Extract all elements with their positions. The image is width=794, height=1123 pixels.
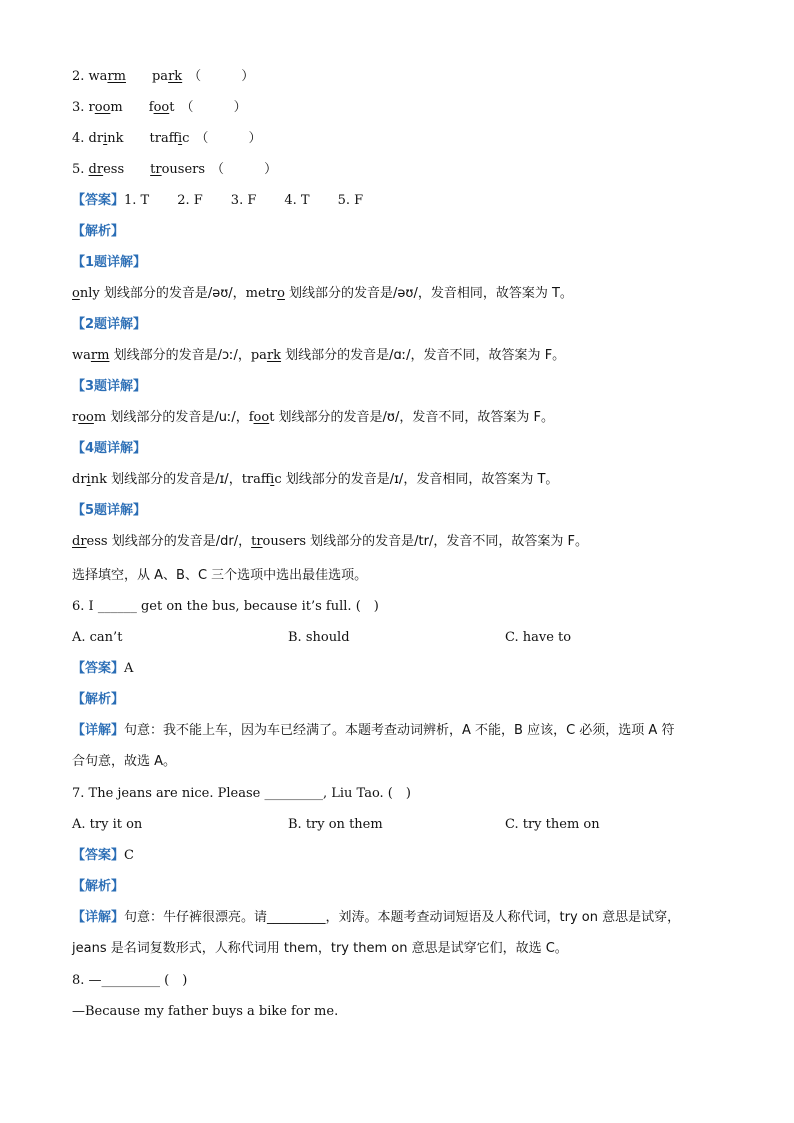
option-b: B. should [288, 630, 350, 645]
answer-item: 2. F [177, 193, 203, 208]
text-part: nly [79, 286, 100, 301]
word-part: pa [151, 69, 169, 84]
text-part: 划线部分的发音是/tr/，发音不同，故答案为 F。 [306, 534, 588, 549]
question-number: 5. [72, 162, 89, 177]
text-part: 划线部分的发音是/ɪ/， [106, 472, 242, 487]
word-part: ousers [161, 162, 206, 177]
option-c: C. have to [505, 630, 572, 645]
question-number: 4. [72, 131, 89, 146]
question-6-answer: 【答案】A [72, 661, 134, 676]
underlined-part: oo [253, 410, 270, 425]
word-part: m [110, 100, 123, 115]
question-number: 3. [72, 100, 89, 115]
option-a: A. try it on [72, 817, 143, 832]
word-part: c [182, 131, 190, 146]
answer-item: 4. T [284, 193, 310, 208]
word-part: ess [103, 162, 125, 177]
underlined-part: rk [266, 348, 282, 363]
detail-text [72, 409, 554, 427]
text-part: t [269, 410, 275, 425]
text-part: c [274, 472, 282, 487]
answer-parentheses: （ ） [188, 69, 255, 84]
question-6-detail: 【详解】句意：我不能上车，因为车已经满了。本题考查动词辨析，A 不能，B 应该，C 必须，选项 A 符 [72, 723, 675, 738]
question-7-analysis-heading: 【解析】 [72, 879, 125, 894]
detail-heading [72, 378, 146, 396]
underlined-part: oo [78, 410, 94, 425]
underlined-part: tr [251, 534, 263, 549]
detail-tag: 【1题详解】 [72, 255, 147, 270]
question-number: 2. [72, 69, 89, 84]
text-part: 划线部分的发音是/ɔː/， [109, 348, 251, 363]
question-7-detail-cont: jeans 是名词复数形式，人称代词用 them，try them on 意思是试穿它们，故选 C。 [72, 941, 568, 956]
text-part: r [72, 410, 79, 425]
answer-blank: _________ [101, 973, 161, 988]
detail-tag: 【3题详解】 [72, 379, 147, 394]
section-instruction: 选择填空，从 A、B、C 三个选项中选出最佳选项。 [72, 568, 368, 583]
answer-item: 5. F [337, 193, 364, 208]
detail-tag: 【5题详解】 [72, 503, 147, 518]
pronunciation-question [72, 68, 254, 86]
detail-heading [72, 502, 146, 520]
underlined-part: i [270, 472, 275, 487]
underlined-part: i [86, 472, 91, 487]
pronunciation-question [72, 99, 247, 117]
underlined-part: rk [168, 69, 183, 84]
word-part: r [88, 100, 95, 115]
answer-tag: 【答案】 [72, 193, 125, 208]
detail-text [72, 533, 588, 551]
text-part: 划线部分的发音是/əʊ/， [99, 286, 246, 301]
answer-parentheses: （ ） [195, 131, 262, 146]
underlined-part: rm [90, 348, 110, 363]
pronunciation-question [72, 130, 262, 148]
option-c: C. try them on [505, 817, 600, 832]
text-part: dr [72, 472, 87, 487]
analysis-heading: 【解析】 [72, 224, 125, 239]
text-part: traff [241, 472, 271, 487]
underlined-part: oo [153, 100, 170, 115]
text-part: m [93, 410, 107, 425]
word-part: traff [149, 131, 178, 146]
question-7-answer: 【答案】C [72, 848, 134, 863]
answer-parentheses: （ ） [180, 100, 247, 115]
underlined-part: o [72, 286, 80, 301]
question-8-response: —Because my father buys a bike for me. [72, 1004, 339, 1019]
text-part: ess [86, 534, 108, 549]
question-7-stem: 7. The jeans are nice. Please _________, Liu Tao. ( ) [72, 786, 411, 801]
text-part: metr [245, 286, 278, 301]
question-6-detail-cont: 合句意，故选 A。 [72, 754, 177, 769]
answer-line [72, 192, 363, 210]
underlined-part: dr [88, 162, 104, 177]
underlined-part: i [177, 131, 183, 146]
option-b: B. try on them [288, 817, 383, 832]
answer-blank: _________ [264, 786, 323, 801]
underlined-part: i [103, 131, 108, 146]
question-6-stem: 6. I ______ get on the bus, because it’s full. ( ) [72, 599, 379, 614]
underlined-part: oo [94, 100, 111, 115]
text-part: nk [90, 472, 107, 487]
word-part: wa [88, 69, 108, 84]
text-part: 划线部分的发音是/dr/， [107, 534, 252, 549]
text-part: 划线部分的发音是/ʊ/，发音不同，故答案为 F。 [274, 410, 554, 425]
answer-parentheses: （ ） [211, 162, 278, 177]
text-part: pa [250, 348, 267, 363]
question-7-detail: 【详解】句意：牛仔裤很漂亮。请_________，刘涛。本题考查动词短语及人称代词，try on 意思是试穿， [72, 910, 681, 925]
text-part: 划线部分的发音是/əʊ/，发音相同，故答案为 T。 [284, 286, 573, 301]
question-6-analysis-heading: 【解析】 [72, 692, 125, 707]
detail-heading [72, 254, 146, 272]
answer-item: 1. T [124, 193, 150, 208]
text-part: ousers [262, 534, 306, 549]
detail-heading [72, 440, 146, 458]
underlined-part: tr [150, 162, 162, 177]
text-part: 划线部分的发音是/ɑː/，发音不同，故答案为 F。 [281, 348, 566, 363]
underlined-part: o [277, 286, 285, 301]
question-8-stem: 8. —_________ ( ) [72, 973, 188, 988]
detail-heading [72, 316, 146, 334]
detail-text [72, 285, 573, 303]
text-part: wa [72, 348, 91, 363]
detail-text [72, 471, 558, 489]
text-part: f [248, 410, 254, 425]
text-part: 划线部分的发音是/uː/， [106, 410, 249, 425]
pronunciation-question [72, 161, 277, 179]
word-part: f [148, 100, 154, 115]
underlined-part: dr [72, 534, 87, 549]
word-part: nk [107, 131, 124, 146]
detail-text [72, 347, 565, 365]
word-part: t [169, 100, 175, 115]
option-a: A. can’t [72, 630, 123, 645]
detail-tag: 【2题详解】 [72, 317, 147, 332]
answer-blank: ______ [97, 599, 137, 614]
answer-item: 3. F [230, 193, 257, 208]
word-part: dr [88, 131, 104, 146]
text-part: 划线部分的发音是/ɪ/，发音相同，故答案为 T。 [281, 472, 559, 487]
detail-tag: 【4题详解】 [72, 441, 147, 456]
underlined-part: rm [107, 69, 126, 84]
